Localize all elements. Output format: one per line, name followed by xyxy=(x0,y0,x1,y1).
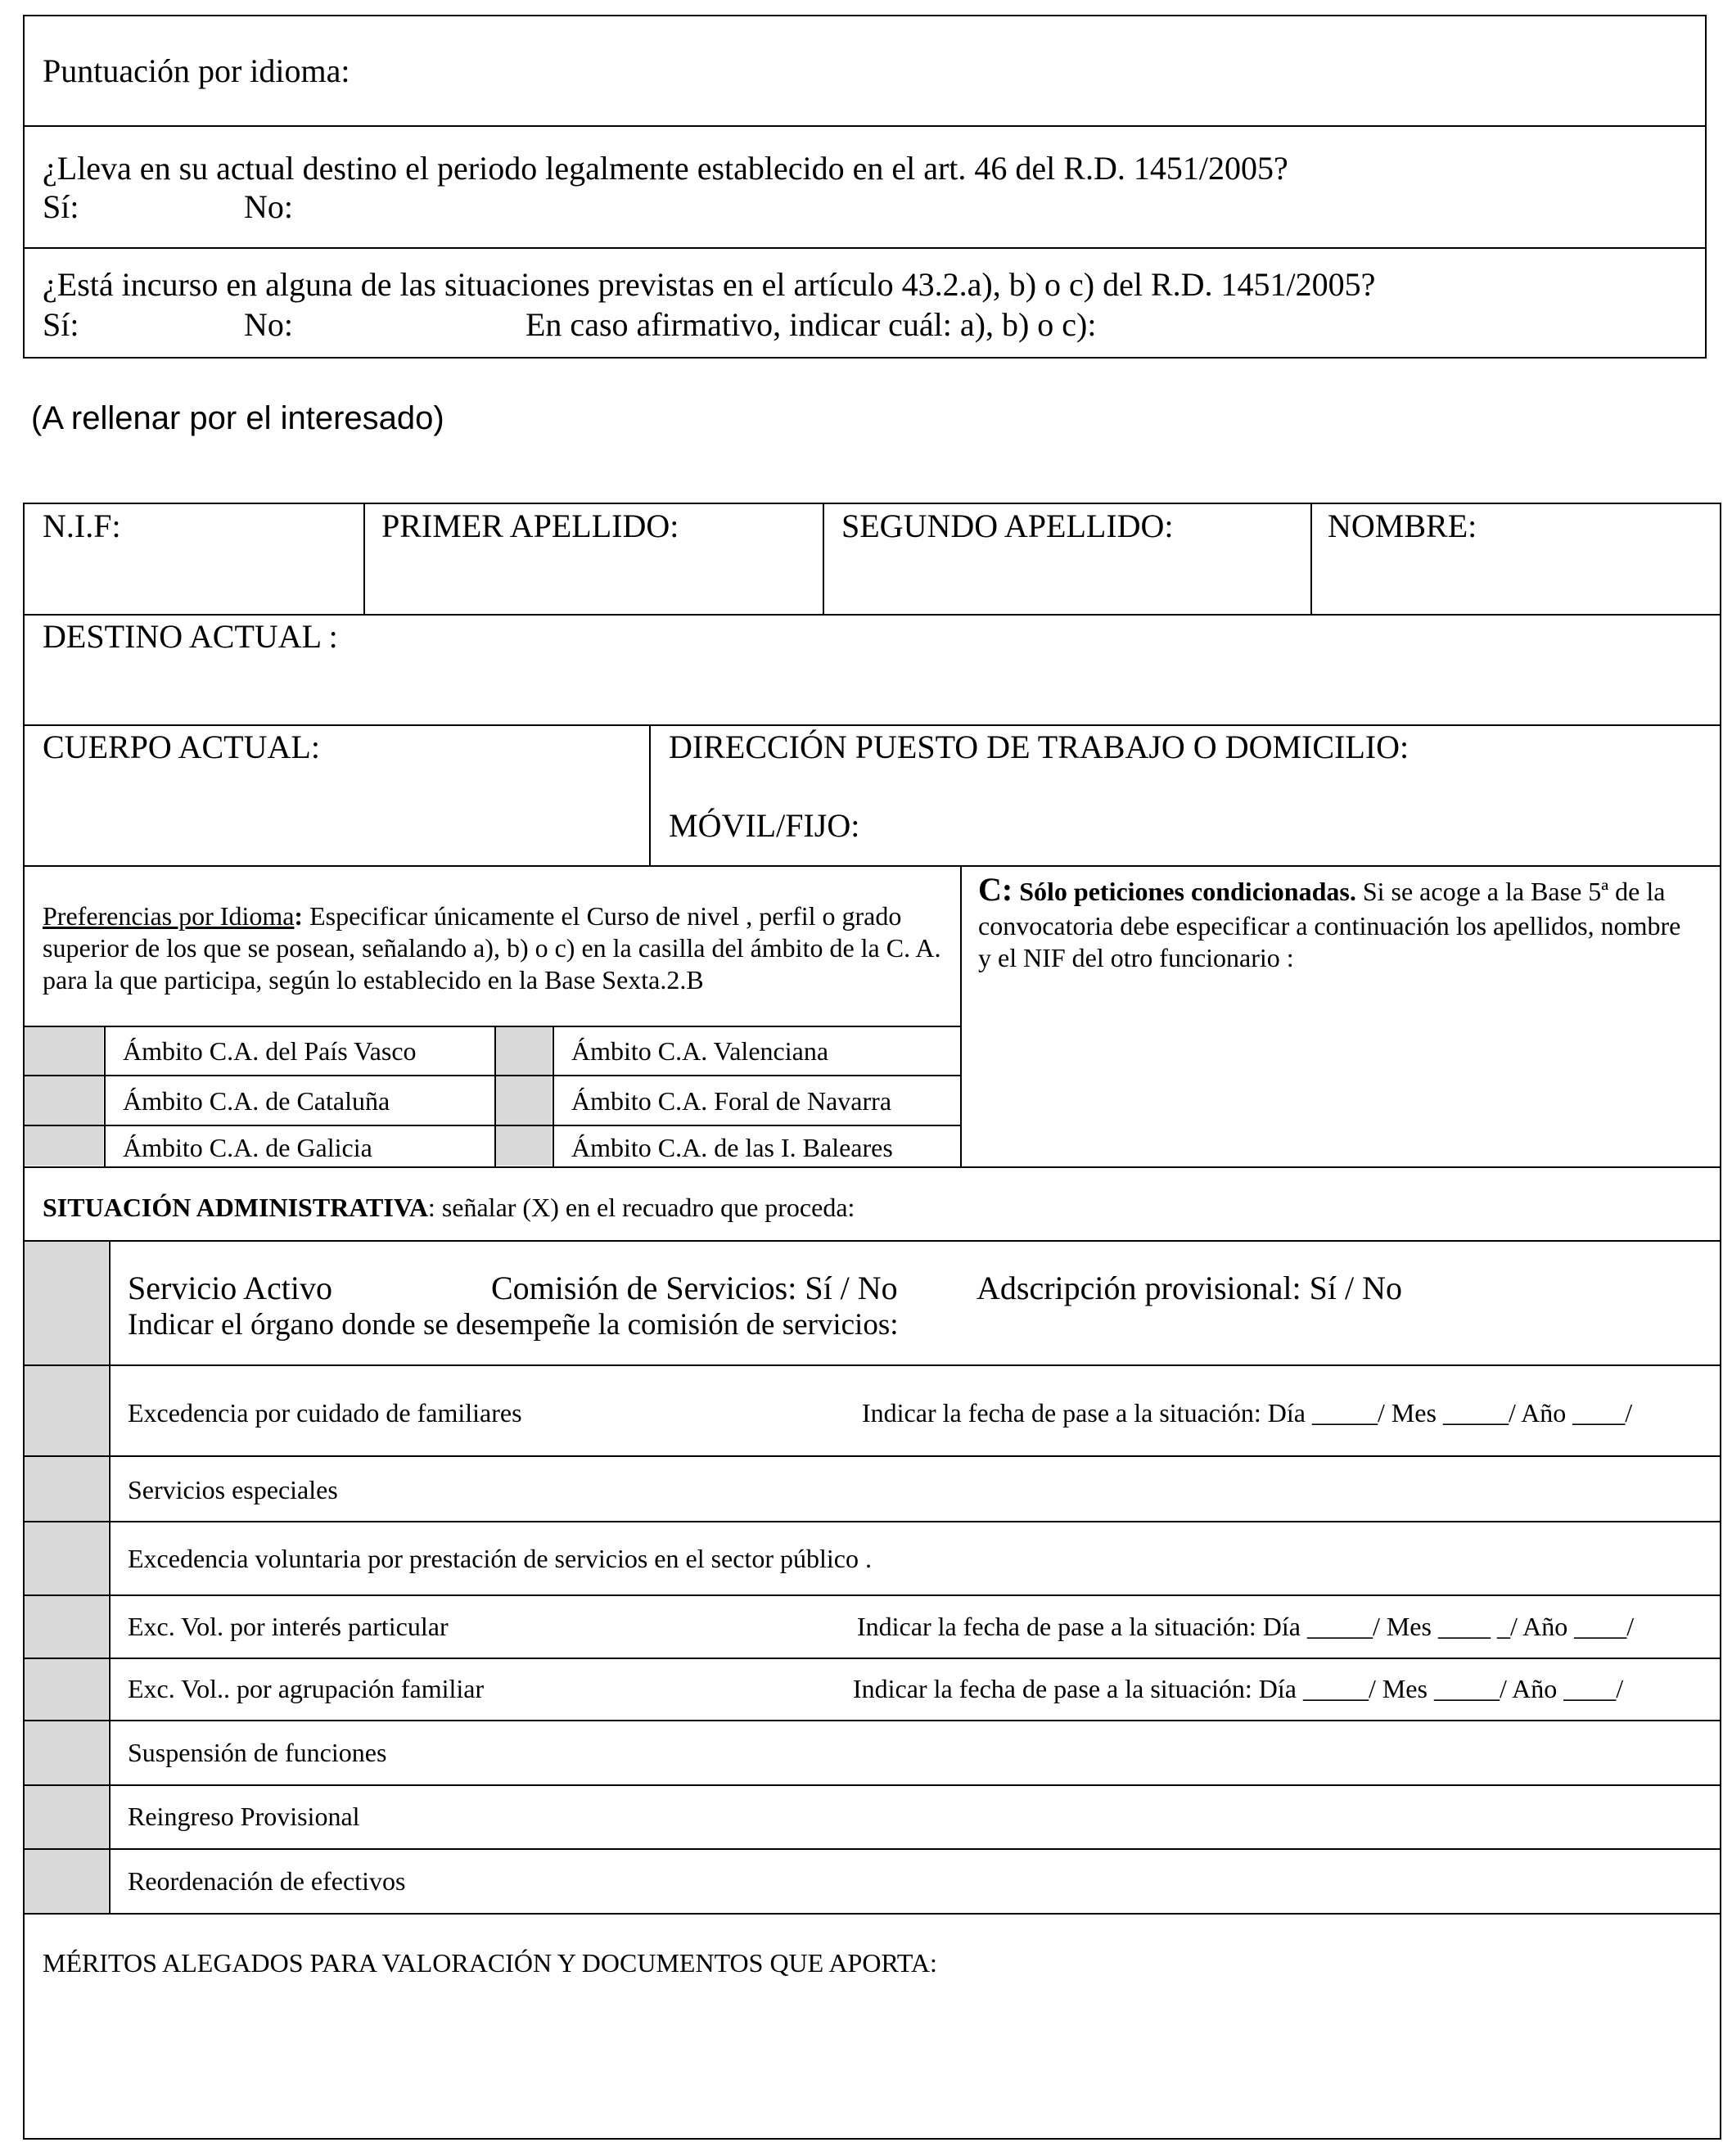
situacion-interes-particular: Exc. Vol. por interés particular xyxy=(128,1612,449,1641)
ambito-checkbox[interactable] xyxy=(496,1126,552,1166)
situacion-excedencia-familiares: Excedencia por cuidado de familiares xyxy=(128,1398,522,1428)
divider xyxy=(494,1026,496,1166)
situacion-suspension-funciones: Suspensión de funciones xyxy=(128,1738,387,1767)
ambito-checkbox[interactable] xyxy=(25,1027,103,1075)
divider xyxy=(23,1075,960,1076)
condicionadas-instructions: Si se acoge a la Base 5ª de la convocatoria debe especificar a continuación los apellidos, nombre y el NIF del otro funcionario : xyxy=(978,877,1681,972)
direccion-field[interactable]: DIRECCIÓN PUESTO DE TRABAJO O DOMICILIO: xyxy=(669,728,1410,765)
divider xyxy=(23,1455,1721,1457)
cuerpo-actual-field[interactable]: CUERPO ACTUAL: xyxy=(43,728,320,765)
divider xyxy=(553,1026,554,1166)
ambito-pais-vasco: Ámbito C.A. del País Vasco xyxy=(123,1036,417,1066)
divider xyxy=(23,247,1707,249)
divider xyxy=(23,1166,1721,1168)
divider xyxy=(823,503,824,614)
movil-fijo-field[interactable]: MÓVIL/FIJO: xyxy=(669,807,860,844)
situacion-checkbox[interactable] xyxy=(25,1366,108,1455)
divider xyxy=(1310,503,1312,614)
situacion-administrativa-header xyxy=(43,1193,855,1223)
divider xyxy=(23,1240,1721,1242)
fecha-pase-field[interactable]: Indicar la fecha de pase a la situación: Día _____/ Mes _____/ Año ____/ xyxy=(853,1674,1624,1703)
ambito-navarra: Ámbito C.A. Foral de Navarra xyxy=(571,1086,892,1116)
divider xyxy=(109,1240,111,1915)
question-incurso: ¿Está incurso en alguna de las situaciones previstas en el artículo 43.2.a), b) o c) del R.D. 1451/2005? xyxy=(43,266,1376,303)
situacion-checkbox[interactable] xyxy=(25,1242,108,1364)
ambito-valenciana: Ámbito C.A. Valenciana xyxy=(571,1036,829,1066)
situacion-checkbox[interactable] xyxy=(25,1786,108,1848)
divider xyxy=(23,724,1721,726)
servicio-activo-option[interactable]: Servicio Activo xyxy=(128,1270,332,1306)
divider xyxy=(23,865,1721,867)
situacion-reordenacion-efectivos: Reordenación de efectivos xyxy=(128,1866,406,1896)
divider xyxy=(23,1720,1721,1721)
situacion-checkbox[interactable] xyxy=(25,1522,108,1594)
situacion-checkbox[interactable] xyxy=(25,1721,108,1784)
ambito-cataluna: Ámbito C.A. de Cataluña xyxy=(123,1086,390,1116)
situacion-checkbox[interactable] xyxy=(25,1457,108,1521)
q2-no-option[interactable]: No: xyxy=(244,306,293,343)
divider xyxy=(23,1026,960,1027)
meritos-alegados-field[interactable]: MÉRITOS ALEGADOS PARA VALORACIÓN Y DOCUMENTOS QUE APORTA: xyxy=(43,1948,937,1978)
puntuacion-label: Puntuación por idioma: xyxy=(43,52,350,89)
condicionadas-bold: Sólo peticiones condicionadas. xyxy=(1013,877,1356,906)
situacion-instructions: : señalar (X) en el recuadro que proceda: xyxy=(427,1193,855,1222)
divider xyxy=(23,1364,1721,1366)
adscripcion-provisional-option[interactable]: Adscripción provisional: Sí / No xyxy=(977,1270,1402,1306)
divider xyxy=(649,724,651,865)
preferencias-idioma-text xyxy=(43,900,951,996)
ambito-checkbox[interactable] xyxy=(25,1076,103,1125)
situacion-reingreso-provisional: Reingreso Provisional xyxy=(128,1802,360,1831)
ambito-checkbox[interactable] xyxy=(496,1076,552,1125)
q1-no-option[interactable]: No: xyxy=(244,188,293,225)
situacion-label: SITUACIÓN ADMINISTRATIVA xyxy=(43,1193,428,1222)
divider xyxy=(23,1658,1721,1659)
destino-actual-field[interactable]: DESTINO ACTUAL : xyxy=(43,618,338,655)
divider xyxy=(23,1913,1721,1915)
divider xyxy=(23,125,1707,127)
q1-si-option[interactable]: Sí: xyxy=(43,188,79,225)
situacion-servicios-especiales: Servicios especiales xyxy=(128,1475,338,1504)
fill-by-applicant-note: (A rellenar por el interesado) xyxy=(31,400,444,436)
condicionadas-text xyxy=(978,870,1698,974)
condicionadas-c-label: C: xyxy=(978,871,1013,908)
preferencias-title: Preferencias por Idioma xyxy=(43,901,295,931)
nif-field[interactable]: N.I.F: xyxy=(43,507,121,544)
divider xyxy=(23,1521,1721,1522)
ambito-checkbox[interactable] xyxy=(496,1027,552,1075)
preferencias-colon: : xyxy=(294,901,304,931)
divider xyxy=(960,865,962,1166)
divider xyxy=(363,503,365,614)
question-periodo: ¿Lleva en su actual destino el periodo legalmente establecido en el art. 46 del R.D. 1451/2005? xyxy=(43,150,1288,187)
ambito-galicia: Ámbito C.A. de Galicia xyxy=(123,1133,372,1162)
divider xyxy=(23,1784,1721,1786)
divider xyxy=(104,1026,106,1166)
ambito-baleares: Ámbito C.A. de las I. Baleares xyxy=(571,1133,893,1162)
segundo-apellido-field[interactable]: SEGUNDO APELLIDO: xyxy=(841,507,1174,544)
organo-comision-label: Indicar el órgano donde se desempeñe la comisión de servicios: xyxy=(128,1308,899,1342)
divider xyxy=(23,1848,1721,1850)
comision-servicios-option[interactable]: Comisión de Servicios: Sí / No xyxy=(491,1270,898,1306)
situacion-checkbox[interactable] xyxy=(25,1850,108,1913)
situacion-checkbox[interactable] xyxy=(25,1596,108,1658)
situacion-agrupacion-familiar: Exc. Vol.. por agrupación familiar xyxy=(128,1674,485,1703)
fecha-pase-field[interactable]: Indicar la fecha de pase a la situación: Día _____/ Mes ____ _/ Año ____/ xyxy=(857,1612,1635,1641)
primer-apellido-field[interactable]: PRIMER APELLIDO: xyxy=(381,507,679,544)
preferencias-instructions: Especificar únicamente el Curso de nivel , perfil o grado superior de los que se posean, señalando a), b) o c) en la casilla del ámbito de la C. A. para la que participa, según lo establecido en la Base Sexta.2.B xyxy=(43,901,941,995)
q2-caso-afirmativo[interactable]: En caso afirmativo, indicar cuál: a), b) o c): xyxy=(525,306,1097,343)
q2-si-option[interactable]: Sí: xyxy=(43,306,79,343)
divider xyxy=(23,614,1721,616)
fecha-pase-field[interactable]: Indicar la fecha de pase a la situación: Día _____/ Mes _____/ Año ____/ xyxy=(862,1398,1633,1428)
situacion-excedencia-sector-publico: Excedencia voluntaria por prestación de servicios en el sector público . xyxy=(128,1544,872,1573)
ambito-checkbox[interactable] xyxy=(25,1126,103,1166)
nombre-field[interactable]: NOMBRE: xyxy=(1328,507,1477,544)
divider xyxy=(23,1594,1721,1596)
divider xyxy=(23,1125,960,1126)
situacion-checkbox[interactable] xyxy=(25,1659,108,1720)
